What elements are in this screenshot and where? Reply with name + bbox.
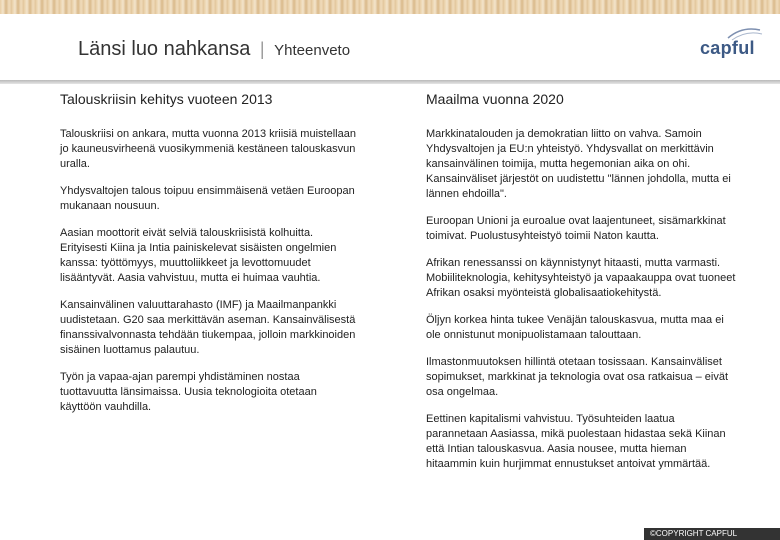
slide-title (78, 38, 350, 61)
copyright-footer: ©COPYRIGHT CAPFUL (644, 528, 780, 540)
right-paragraph: Eettinen kapitalismi vahvistuu. Työsuhteiden laatua parannetaan Aasiassa, mikä puolestaan hidastaa sekä Kiinan että Intian talouskasvua. Aasia nousee, mutta hieman hitaammin kuin hurjimmat ennustukset antoivat ymmärtää. (426, 413, 726, 470)
left-column-heading: Talouskriisin kehitys vuoteen 2013 (60, 91, 273, 107)
right-paragraph: Öljyn korkea hinta tukee Venäjän talouskasvua, mutta maa ei ole onnistunut monipuolistamaan talouttaan. (426, 314, 724, 341)
right-paragraph: Ilmastonmuutoksen hillintä otetaan tosissaan. Kansainväliset sopimukset, markkinat ja teknologia ovat osa ratkaisua – eivät osa ongelmaa. (426, 356, 729, 398)
left-paragraph: Yhdysvaltojen talous toipuu ensimmäisenä vetäen Euroopan mukanaan nousuun. (60, 185, 355, 212)
right-paragraph: Markkinatalouden ja demokratian liitto on vahva. Samoin Yhdysvaltojen ja EU:n yhteistyö. Yhdysvallat on merkittävin kansainvälinen toimija, mutta hegemonian aika on ohi. Kansainväliset järjestöt on uudistettu "lännen johdolla, mutta ei lännen ehdoilla". (426, 128, 731, 200)
left-paragraph: Kansainvälinen valuuttarahasto (IMF) ja Maailmanpankki uudistetaan. G20 saa merkittävän aseman. Kansainvälisestä finanssivalvonnasta tehdään tiukempaa, jolloin markkinoiden sisäinen luottamus palautuu. (60, 299, 356, 356)
left-paragraph: Talouskriisi on ankara, mutta vuonna 2013 kriisiä muistellaan jo kauneusvirheenä vuosikymmeniä kestäneen talouskasvun uralla. (60, 128, 356, 170)
header-divider (0, 80, 780, 84)
right-column-heading: Maailma vuonna 2020 (426, 91, 564, 107)
title-text: Länsi luo nahkansa (78, 38, 251, 60)
title-subtitle: Yhteenveto (274, 42, 351, 59)
left-column (60, 92, 360, 427)
left-paragraph: Työn ja vapaa-ajan parempi yhdistäminen nostaa tuottavuutta länsimaissa. Uusia teknologioita otetaan käyttöön vauhdilla. (60, 371, 317, 413)
right-paragraph: Afrikan renessanssi on käynnistynyt hitaasti, mutta varmasti. Mobiiliteknologia, kehitysyhteistyö ja vapaakauppa ovat tuoneet Afrikan osaksi myönteistä globalisaatiokehitystä. (426, 257, 736, 299)
logo-wordmark: capful (700, 38, 755, 58)
left-paragraph: Aasian moottorit eivät selviä talouskriisistä kolhuitta. Erityisesti Kiina ja Intia painiskelevat sisäisten ongelmien kanssa: työttömyys, muuttoliikkeet ja levottomuudet lisääntyvät. Aasia vahvistuu, mutta ei huimaa vauhtia. (60, 227, 337, 284)
title-separator: | (259, 39, 265, 59)
decorative-top-band (0, 0, 780, 14)
right-column (426, 92, 736, 484)
slide-header (0, 14, 780, 70)
right-paragraph: Euroopan Unioni ja euroalue ovat laajentuneet, sisämarkkinat toimivat. Puolustusyhteistyö toimii Naton kautta. (426, 215, 726, 242)
